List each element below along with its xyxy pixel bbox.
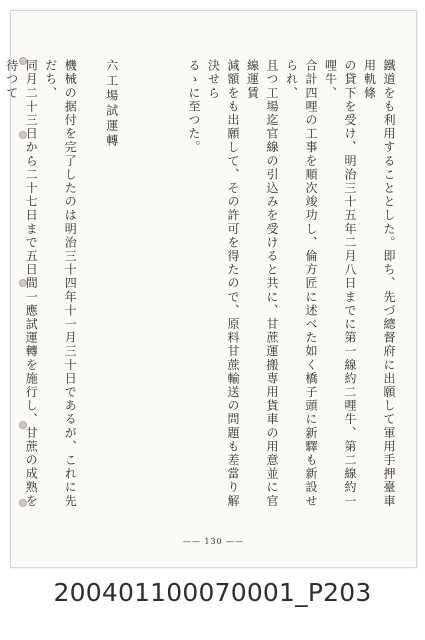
body-line: るゝに至つた。 (187, 59, 201, 155)
vertical-text-body (4, 59, 398, 521)
section-number: 六 (104, 59, 119, 74)
page-number: —— 130 —— (182, 537, 245, 546)
document-page (4, 10, 417, 568)
body-line: 鐵道をも利用することとした。即ち、先づ總督府に出願して軍用手押臺車用軌條 (362, 59, 396, 508)
body-line: 同月二十三日から二十七日まで五日間一應試運轉を施行し、甘蔗の成熟を待つて (4, 59, 39, 508)
body-line: 機械の据付を完了したのは明治三十四年十一月三十日であるが、これに先だち、 (43, 59, 78, 508)
section-heading (89, 59, 173, 521)
body-line: 且つ工場迄官線の引込みを受けると共に、甘蔗運搬専用貨車の用意並に官線運賃 (245, 59, 279, 508)
section-title: 工場試運轉 (104, 74, 119, 149)
image-caption: 200401100070001_P203 (53, 578, 372, 607)
body-line: 減額をも出願して、その許可を得たので、原料甘蔗輸送の問題も差當り解決せら (206, 59, 240, 508)
body-line: 合計四哩の工事を順次竣功し、倫方匠に述べた如く橋子頭に新驛も新設せられ、 (284, 59, 318, 508)
body-line: の貸下を受け、明治三十五年二月八日までに第一線約二哩牛、第二線約一哩牛、 (323, 59, 357, 508)
body-line (0, 59, 1, 521)
